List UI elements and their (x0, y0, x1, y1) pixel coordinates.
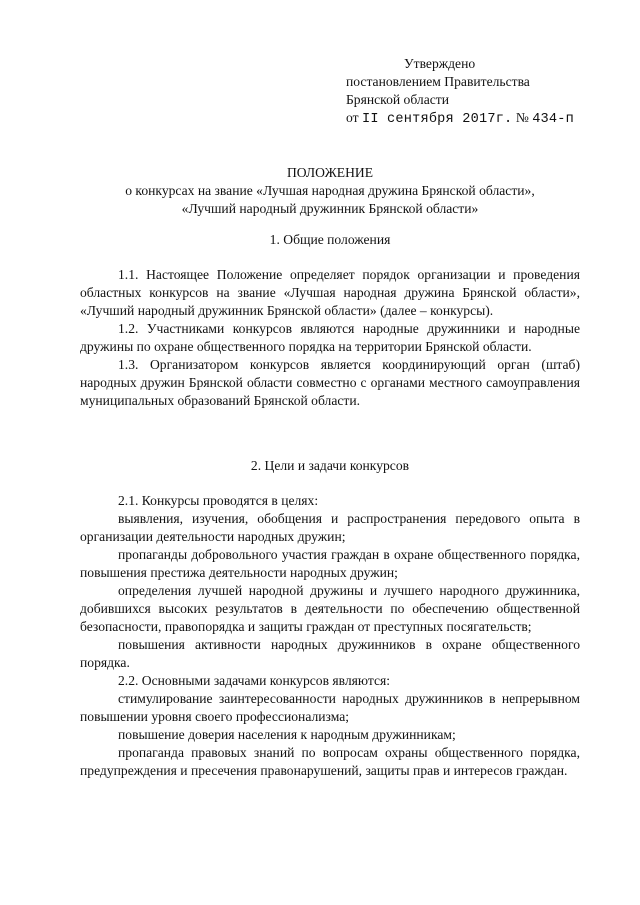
paragraph-1-2: 1.2. Участниками конкурсов являются народные дружинники и народные дружины по охране общественного порядка на территории Брянской области. (80, 321, 580, 354)
section-2-body (80, 492, 580, 780)
approval-date: II сентября 2017г. (361, 112, 513, 127)
approval-date-line (346, 109, 596, 129)
paragraph-2-2-b: повышение доверия населения к народным дружинникам; (118, 727, 456, 742)
title-line-1: о конкурсах на звание «Лучшая народная дружина Брянской области», (125, 183, 535, 198)
approval-heading: Утверждено (404, 56, 476, 71)
paragraph-2-1-d: повышения активности народных дружинников в охране общественного порядка. (80, 637, 580, 670)
approval-number: 434-п (532, 112, 574, 127)
paragraph-2-1: 2.1. Конкурсы проводятся в целях: (118, 493, 319, 508)
section-1-heading: 1. Общие положения (269, 232, 391, 247)
approval-date-prefix: от (346, 110, 359, 125)
title-line-2: «Лучший народный дружинник Брянской области» (181, 201, 479, 216)
paragraph-2-1-b: пропаганды добровольного участия граждан в охране общественного порядка, повышения престижа деятельности народных дружин; (80, 547, 580, 580)
approval-region: Брянской области (346, 92, 449, 107)
paragraph-1-1: 1.1. Настоящее Положение определяет порядок организации и проведения областных конкурсов на звание «Лучшая народная дружина Брянской области», «Лучший народный дружинник Брянской области» (далее – конкурсы). (80, 267, 580, 318)
section-2-heading: 2. Цели и задачи конкурсов (250, 458, 410, 473)
approval-issuer: постановлением Правительства (346, 74, 530, 89)
paragraph-1-3: 1.3. Организатором конкурсов является координирующий орган (штаб) народных дружин Брянской области совместно с органами местного самоуправления муниципальных образований Брянской области. (80, 357, 580, 408)
paragraph-2-2: 2.2. Основными задачами конкурсов являются: (118, 673, 391, 688)
paragraph-2-2-a: стимулирование заинтересованности народных дружинников в непрерывном повышении уровня своего профессионализма; (80, 691, 580, 724)
paragraph-2-1-a: выявления, изучения, обобщения и распространения передового опыта в организации деятельности народных дружин; (80, 511, 580, 544)
approval-number-sign: № (515, 110, 529, 125)
approval-block (346, 55, 596, 129)
title-heading: ПОЛОЖЕНИЕ (286, 165, 374, 180)
paragraph-2-2-c: пропаганда правовых знаний по вопросам охраны общественного порядка, предупреждения и пресечения правонарушений, защиты прав и интересов граждан. (80, 745, 580, 778)
document-title (80, 164, 580, 218)
section-1-body (80, 266, 580, 410)
paragraph-2-1-c: определения лучшей народной дружины и лучшего народного дружинника, добившихся высоких результатов в деятельности по обеспечению общественной безопасности, правопорядка и защиты граждан от преступных посягательств; (80, 583, 580, 634)
